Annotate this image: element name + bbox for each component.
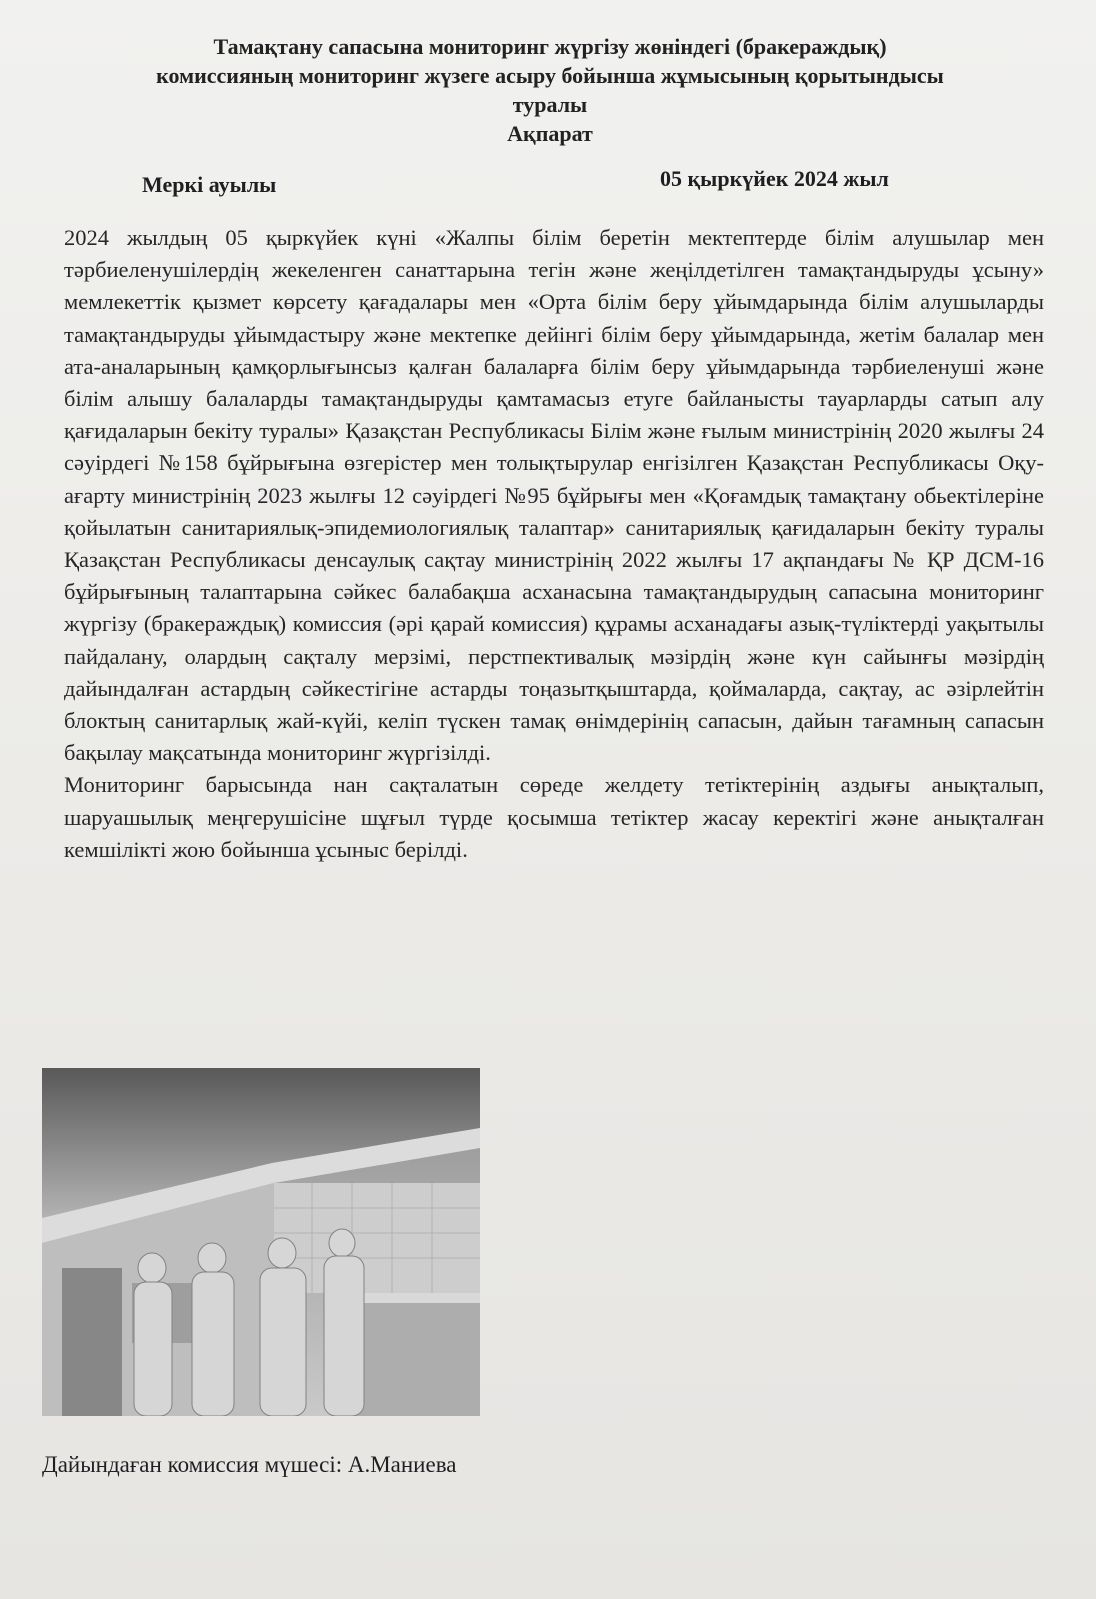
title-heading: Ақпарат	[507, 121, 593, 146]
document-body	[64, 222, 1044, 866]
signature-line: Дайындаған комиссия мүшесі: А.Маниева	[42, 1452, 457, 1477]
document-title	[60, 32, 1040, 148]
title-line: комиссияның мониторинг жүзеге асыру бойынша жұмысының қорытындысы	[156, 63, 944, 88]
title-line: туралы	[512, 92, 588, 117]
title-line: Тамақтану сапасына мониторинг жүргізу жөніндегі (бракераждық)	[213, 34, 887, 59]
place-label: Меркі ауылы	[142, 172, 277, 197]
body-paragraph: Мониторинг барысында нан сақталатын сөреде желдету тетіктерінің аздығы анықталып, шаруашылық меңгерушісіне шұғыл түрде қосымша тетіктер жасау керектігі және анықталған кемшілікті жою бойынша ұсыныс берілді.	[64, 772, 1044, 862]
body-paragraph: 2024 жылдың 05 қыркүйек күні «Жалпы білім беретін мектептерде білім алушылар мен тәрбиеленушілердің жекеленген санаттарына тегін және жеңілдетілген тамақтандыруды ұсыну» мемлекеттік қызмет көрсету қағадалары мен «Орта білім беру ұйымдарында білім алушыларды тамақтандыруды ұйымдастыру және мектепке дейінгі білім беру ұйымдарында, жетім балалар мен ата-аналарының қамқорлығынсыз қалған балаларға білім беру ұйымдарында тәрбиеленуші және білім алышу балаларды тамақтандыруды қамтамасыз етуге байланысты тауарларды сатып алу қағидаларын бекіту туралы» Қазақстан Республикасы Білім және ғылым министрінің 2020 жылғы 24 сәуірдегі №158 бұйрығына өзгерістер мен толықтырулар енгізілген Қазақстан Республикасы Оқу-ағарту министрінің 2023 жылғы 12 сәуірдегі №95 бұйрығы мен «Қоғамдық тамақтану обьектілеріне қойылатын санитариялық-эпидемиологиялық талаптар» санитариялық қағидаларын бекіту туралы Қазақстан Республикасы денсаулық сақтау министрінің 2022 жылғы 17 ақпандағы № ҚР ДСМ-16 бұйрығының талаптарына сәйкес балабақша асханасына тамақтандырудың сапасына мониторинг жүргізу (бракераждық) комиссия (әрі қарай комиссия) құрамы асханадағы азық-түліктерді уақытылы пайдалану, олардың сақталу мерзімі, перстпективалық мәзірдің және күн сайынғы мәзірдің дайындалған астардың сәйкестігіне астарды тоңазытқыштарда, қоймаларда, сақтау, ас әзірлейтін блоктың санитарлық жай-күйі, келіп түскен тамақ өнімдерінің сапасын, дайын тағамның сапасын бақылау мақсатында мониторинг жүргізілді.	[64, 225, 1044, 766]
kitchen-photo	[42, 1068, 480, 1416]
kitchen-photo-icon	[42, 1068, 480, 1416]
date-label: 05 қыркүйек 2024 жыл	[660, 166, 889, 191]
